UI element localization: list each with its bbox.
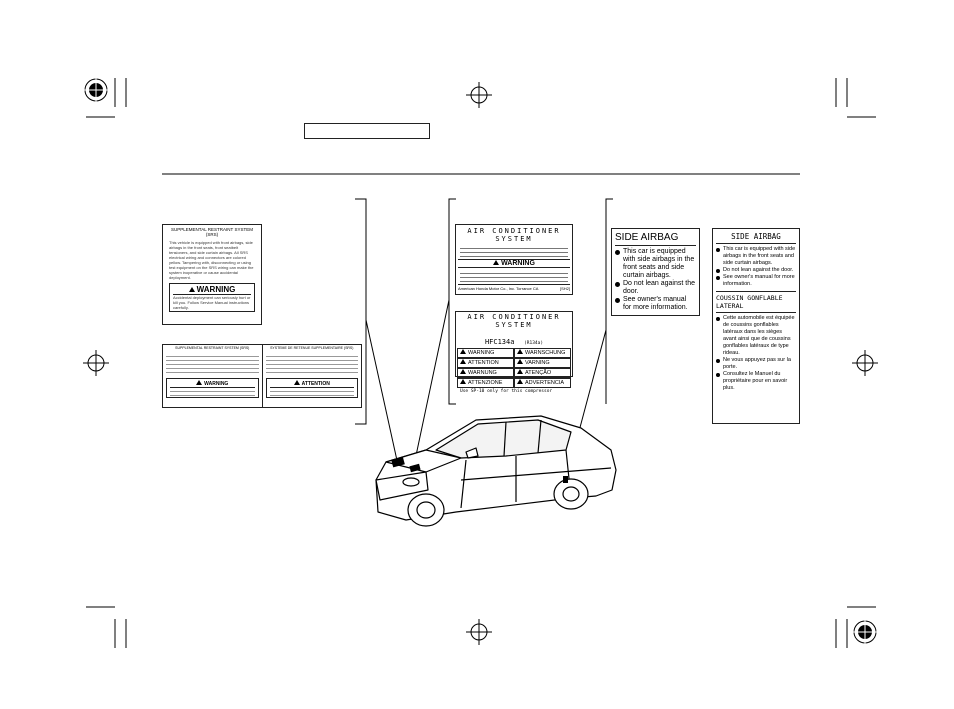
- warning-triangle-icon: [189, 287, 195, 292]
- srs-warning-box: [169, 283, 255, 312]
- ac-warning-cell: WARNING: [457, 348, 514, 358]
- side-airbag-bullet: This car is equipped with side airbags in the front seats and side curtain airbags.: [615, 248, 696, 280]
- srs-wide-right-warning: ATTENTION: [266, 378, 359, 398]
- ac-warning-cell: ATENÇÃO: [514, 368, 571, 378]
- ac-top-warning: WARNING: [458, 259, 570, 268]
- ac-bottom-warning-grid: [457, 348, 571, 388]
- srs-label-body: This vehicle is equipped with front airbags, side airbags in the front seats, front seatbelt tensioners, and side curtain airbags. All SRS electrical wiring and connectors are colored yellow. Tampering with, disconnecting or using test equipment on the SRS wiring can make the system inoperative or cause accidental deployment.: [169, 240, 254, 280]
- side-airbag-bi-title-en: SIDE AIRBAG: [716, 232, 796, 244]
- ac-warning-cell: WARNUNG: [457, 368, 514, 378]
- srs-wide-left: [163, 345, 263, 407]
- side-airbag-bi-title-fr: COUSSIN GONFLABLE LATERAL: [716, 291, 796, 313]
- side-airbag-bi-bullet-fr: Cette automobile est équipée de coussins gonflables latéraux dans les sièges avant ainsi que de coussins gonflables latéraux de type rideau.: [716, 315, 796, 357]
- ac-top-title: AIR CONDITIONER SYSTEM: [467, 227, 561, 243]
- srs-wide-left-title: SUPPLEMENTAL RESTRAINT SYSTEM (SRS): [175, 346, 250, 350]
- registration-mark-top-left: [82, 76, 110, 104]
- warning-triangle-icon: [196, 380, 202, 385]
- ac-warning-cell: ATTENTION: [457, 358, 514, 368]
- side-airbag-bi-bullet-fr: Ne vous appuyez pas sur la porte.: [716, 357, 796, 371]
- warning-triangle-icon: [493, 260, 499, 265]
- crosshair-right-middle: [852, 350, 878, 376]
- side-airbag-bi-bullet-fr: Consultez le Manuel du propriétaire pour en savoir plus.: [716, 371, 796, 392]
- ac-label-top: [455, 224, 573, 295]
- ac-bottom-refrigerant: HFC134a (R134a): [484, 338, 544, 346]
- car-illustration: [366, 410, 626, 535]
- side-airbag-bi-bullet-en: This car is equipped with side airbags in the front seats and side curtain airbags.: [716, 246, 796, 267]
- side-airbag-bi-bullet-en: See owner's manual for more information.: [716, 274, 796, 288]
- ac-top-warning-lines: [460, 270, 568, 282]
- srs-wide-right-text: [266, 353, 359, 375]
- ac-label-bottom: [455, 311, 573, 394]
- ac-bottom-footer: Use SP-10 only for this compressor: [460, 389, 553, 394]
- side-airbag-bullet: Do not lean against the door.: [615, 280, 696, 296]
- ac-bottom-title: AIR CONDITIONER SYSTEM: [467, 313, 561, 329]
- ac-warning-cell: ATTENZIONE: [457, 378, 514, 388]
- crosshair-left-middle: [83, 350, 109, 376]
- side-airbag-title: SIDE AIRBAG: [615, 232, 696, 246]
- side-airbag-label-bilingual: [712, 228, 800, 424]
- header-tab-box: [304, 123, 430, 139]
- warning-triangle-icon: [294, 380, 300, 385]
- door-jamb-label-patch: [563, 476, 568, 483]
- srs-wide-left-warning: WARNING: [166, 378, 259, 398]
- ac-warning-cell: WARNSCHUNG: [514, 348, 571, 358]
- srs-warning-body: Accidental deployment can seriously hurt or kill you. Follow Service Manual instructions carefully.: [173, 295, 251, 310]
- crosshair-bottom-center: [466, 619, 492, 645]
- srs-label-title: SUPPLEMENTAL RESTRAINT SYSTEM (SRS): [171, 227, 253, 237]
- registration-mark-bottom-right: [851, 618, 879, 646]
- side-airbag-bi-bullet-en: Do not lean against the door.: [716, 267, 796, 274]
- ac-top-footer: American Honda Motor Co., Inc. Torrance CA [SH2]: [458, 286, 570, 291]
- srs-warning-head: WARNING: [173, 285, 251, 295]
- srs-wide-right-title: SYSTEME DE RETENUE SUPPLEMENTAIRE (SRS): [270, 346, 354, 350]
- srs-label-wide: [162, 344, 362, 408]
- srs-wide-left-text: [166, 353, 259, 375]
- srs-wide-right: [263, 345, 362, 407]
- srs-label-small: [162, 224, 262, 325]
- ac-top-spec-lines: [460, 245, 568, 257]
- ac-warning-cell: ADVERTENCIA: [514, 378, 571, 388]
- side-airbag-bullet: See owner's manual for more information.: [615, 296, 696, 312]
- side-airbag-label-en: [611, 228, 700, 316]
- crosshair-top-center: [466, 82, 492, 108]
- ac-warning-cell: VARNING: [514, 358, 571, 368]
